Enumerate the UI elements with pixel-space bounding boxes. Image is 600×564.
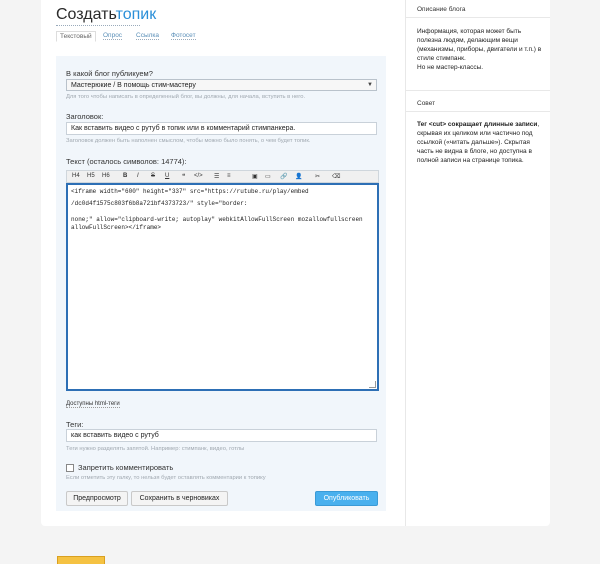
editor-toolbar <box>66 170 379 183</box>
blog-description-title: Описание блога <box>417 6 466 13</box>
h6-button[interactable]: H6 <box>102 173 110 179</box>
video-icon[interactable]: ▭ <box>265 174 271 180</box>
tags-label: Теги: <box>66 420 84 429</box>
code-icon[interactable]: </> <box>194 173 203 179</box>
html-tags-link[interactable]: Доступны html-теги <box>66 401 120 407</box>
blog-hint: Для того чтобы написать в определенный блог, вы должны, для начала, вступить в него. <box>66 94 306 100</box>
advice-title: Совет <box>417 100 436 107</box>
comments-hint: Если отметить эту галку, то нельзя будет оставлять комментарии к топику <box>66 475 266 481</box>
editor-line-1: <iframe width="600" height="337" src="https://rutube.ru/play/embed <box>71 188 309 195</box>
editor-line-3: none;" allow="clipboard-write; autoplay" webkitAllowFullScreen mozallowfullscreen <box>71 216 363 223</box>
blog-label: В какой блог публикуем? <box>66 69 153 78</box>
blog-description-text: Информация, которая может быть полезна людям, делающим вещи (механизмы, приборы, двигатели и т.п.) в стиле стимпанк. Но не мастер-классы. <box>417 28 542 71</box>
link-icon[interactable]: 🔗 <box>280 174 288 180</box>
tab-poll[interactable]: Опрос <box>103 32 123 39</box>
tags-hint: Теги нужно разделять запятой. Например: стимпанк, видео, готлы <box>66 446 245 452</box>
image-icon[interactable]: ▣ <box>252 174 258 180</box>
preview-button[interactable]: Предпросмотр <box>66 491 128 506</box>
tab-text[interactable]: Текстовый <box>56 31 96 42</box>
user-icon[interactable]: 👤 <box>295 174 303 180</box>
sidebar-line <box>406 111 550 112</box>
page-title: Создатьтопик <box>56 6 157 23</box>
advice-text: Тег <cut> сокращает длинные записи, скрывая их целиком или частично под ссылкой («читать дальше»). Скрытая часть не видна в блоге, но доступна в полной записи на странице топика. <box>417 121 540 164</box>
heading-hint: Заголовок должен быть наполнен смыслом, чтобы можно было понять, о чем будет топик. <box>66 138 311 144</box>
sidebar-line <box>406 90 550 91</box>
resize-handle[interactable] <box>369 381 376 388</box>
text-label: Текст (осталось символов: 14774): <box>66 157 187 166</box>
sidebar-divider <box>405 0 406 526</box>
strike-button[interactable]: S <box>151 173 156 179</box>
quote-icon[interactable]: ❝ <box>182 174 186 180</box>
title-underline <box>56 25 140 26</box>
italic-button[interactable]: I <box>137 173 139 179</box>
disable-comments-label: Запретить комментировать <box>78 463 174 472</box>
blog-select[interactable] <box>66 79 377 91</box>
bullet-list-icon[interactable]: ☰ <box>214 174 220 180</box>
numbered-list-icon[interactable]: ≡ <box>227 173 231 179</box>
cut-icon[interactable]: ✂ <box>315 174 321 180</box>
save-draft-button[interactable]: Сохранить в черновиках <box>131 491 228 506</box>
tags-input[interactable]: как вставить видео с рутуб <box>66 429 377 442</box>
h4-button[interactable]: H4 <box>72 173 80 179</box>
publish-button[interactable]: Опубликовать <box>315 491 378 506</box>
sidebar-line <box>406 17 550 18</box>
tab-photoset[interactable]: Фотосет <box>171 32 196 39</box>
editor-line-4: allowFullScreen></iframe> <box>71 224 162 231</box>
clean-format-icon[interactable]: ⌫ <box>332 174 341 180</box>
tab-link[interactable]: Ссылка <box>136 32 160 39</box>
disable-comments-checkbox[interactable] <box>66 464 74 472</box>
h5-button[interactable]: H5 <box>87 173 95 179</box>
heading-label: Заголовок: <box>66 112 104 121</box>
bold-button[interactable]: B <box>123 173 128 179</box>
editor-line-2: /dc0d4f1575c803f6b8a721bf4373723/" style="border: <box>71 200 248 207</box>
chevron-down-icon: ▼ <box>367 82 373 88</box>
blog-select-value: Мастерюкие / В помощь стим-мастеру <box>71 82 196 89</box>
heading-input[interactable]: Как вставить видео с рутуб в топик или в комментарий стимпанкера. <box>66 122 377 135</box>
underline-button[interactable]: U <box>165 173 170 179</box>
text-editor[interactable] <box>66 183 379 391</box>
